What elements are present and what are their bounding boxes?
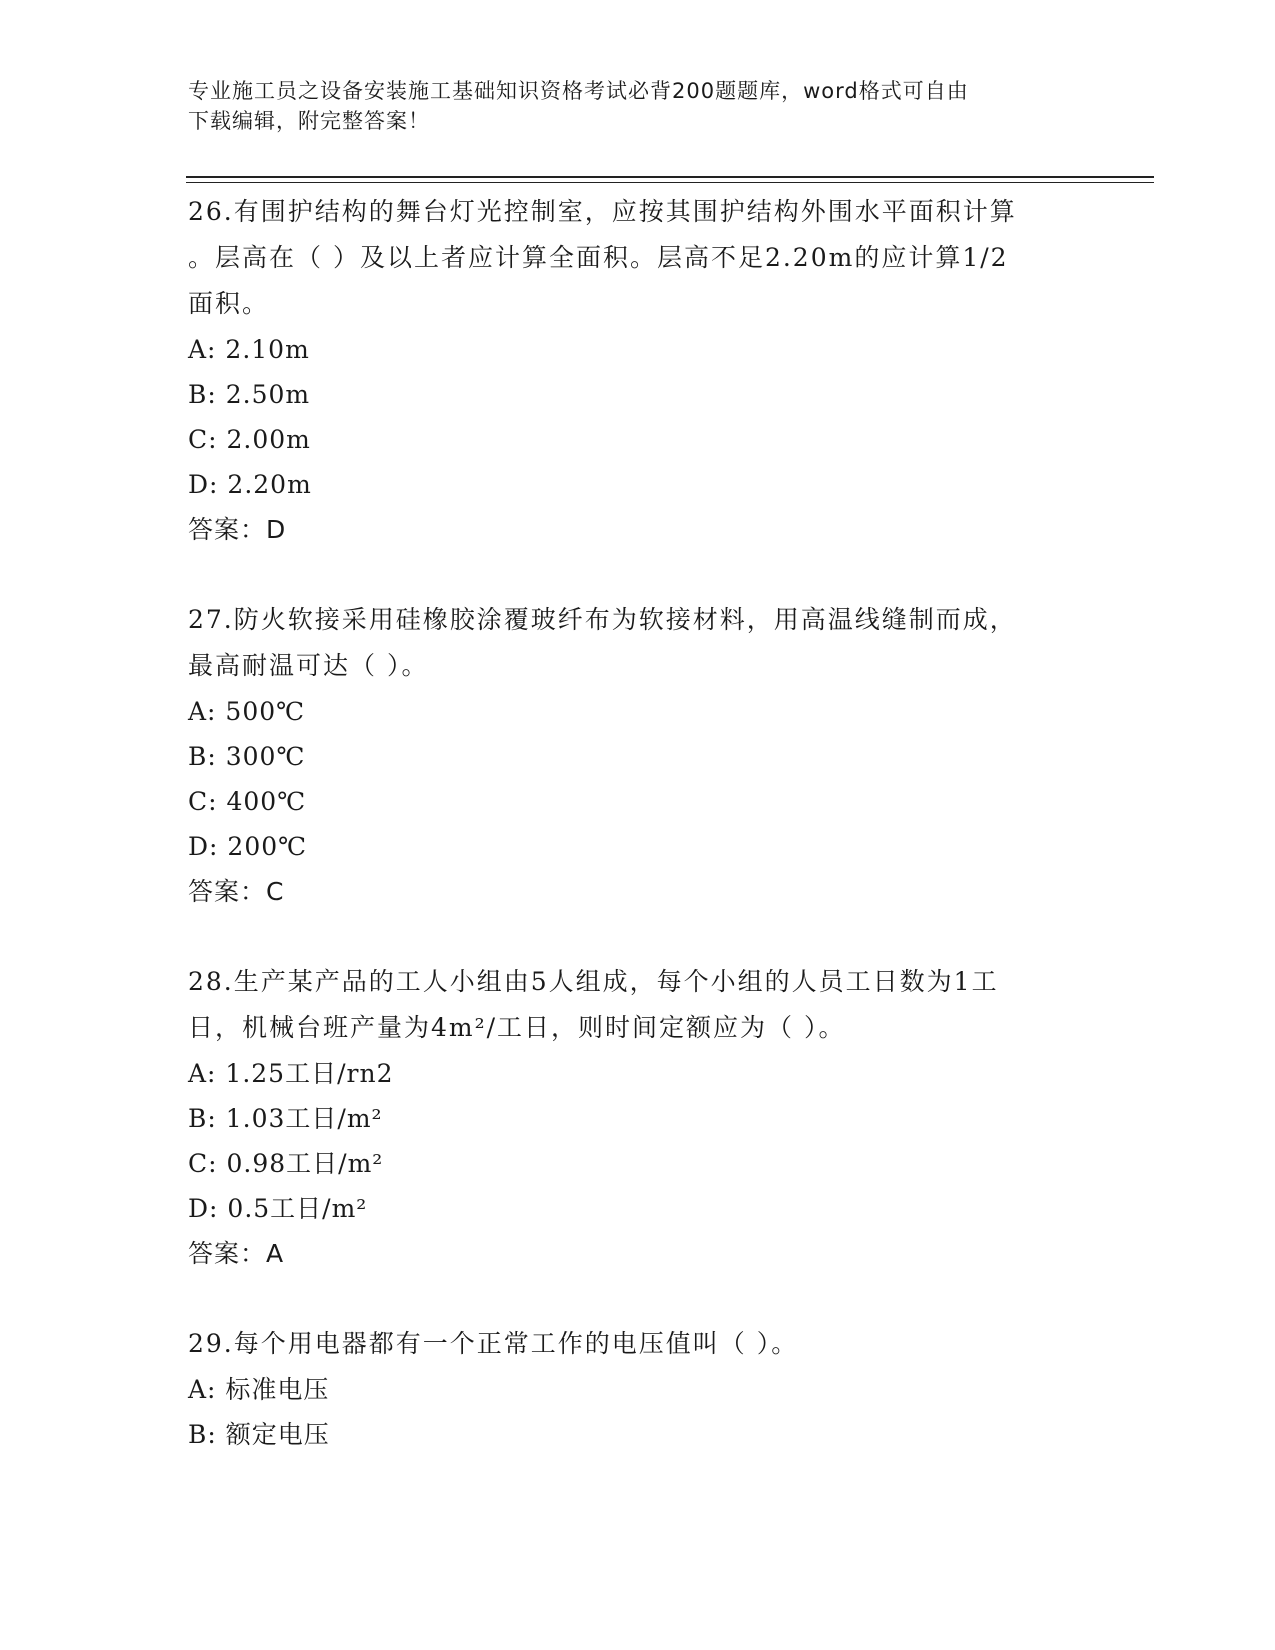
question-spacer <box>188 552 1088 596</box>
question-list <box>188 188 1088 1457</box>
header-line-1: 专业施工员之设备安装施工基础知识资格考试必背200题题库，word格式可自由 <box>188 79 969 103</box>
question-stem <box>188 958 1088 1051</box>
stem-line: 面积。 <box>188 289 270 318</box>
stem-line: 最高耐温可达（ ）。 <box>188 651 429 680</box>
option-c: C: 400℃ <box>188 787 307 816</box>
option-a: A: 500℃ <box>188 697 306 726</box>
question-28 <box>188 958 1088 1276</box>
answer: 答案：C <box>188 877 285 906</box>
header-divider-thin <box>186 182 1154 183</box>
answer: 答案：A <box>188 1239 285 1268</box>
option-a: A: 标准电压 <box>188 1375 330 1404</box>
option-a: A: 2.10m <box>188 335 310 364</box>
question-spacer <box>188 1276 1088 1320</box>
stem-line: 27.防火软接采用硅橡胶涂覆玻纤布为软接材料，用高温线缝制而成， <box>188 605 1017 634</box>
stem-line: 。层高在（ ）及以上者应计算全面积。层高不足2.20m的应计算1/2 <box>188 243 1009 272</box>
header-divider-thick <box>186 176 1154 178</box>
option-d: D: 0.5工日/m² <box>188 1194 368 1223</box>
option-d: D: 2.20m <box>188 470 312 499</box>
option-b: B: 300℃ <box>188 742 306 771</box>
question-stem <box>188 1320 1088 1367</box>
stem-line: 26.有围护结构的舞台灯光控制室，应按其围护结构外围水平面积计算 <box>188 197 1017 226</box>
option-c: C: 2.00m <box>188 425 311 454</box>
question-26 <box>188 188 1088 552</box>
option-b: B: 1.03工日/m² <box>188 1104 383 1133</box>
question-27 <box>188 596 1088 914</box>
question-stem <box>188 188 1088 327</box>
document-header <box>188 76 1068 136</box>
option-a: A: 1.25工日/rn2 <box>188 1059 394 1088</box>
stem-line: 29.每个用电器都有一个正常工作的电压值叫（ ）。 <box>188 1329 799 1358</box>
stem-line: 日，机械台班产量为4m²/工日，则时间定额应为（ ）。 <box>188 1013 846 1042</box>
answer: 答案：D <box>188 515 287 544</box>
stem-line: 28.生产某产品的工人小组由5人组成，每个小组的人员工日数为1工 <box>188 967 999 996</box>
option-b: B: 2.50m <box>188 380 311 409</box>
option-b: B: 额定电压 <box>188 1420 330 1449</box>
question-stem <box>188 596 1088 689</box>
question-spacer <box>188 914 1088 958</box>
option-d: D: 200℃ <box>188 832 308 861</box>
question-29 <box>188 1320 1088 1457</box>
option-c: C: 0.98工日/m² <box>188 1149 384 1178</box>
header-line-2: 下载编辑，附完整答案！ <box>188 109 430 133</box>
